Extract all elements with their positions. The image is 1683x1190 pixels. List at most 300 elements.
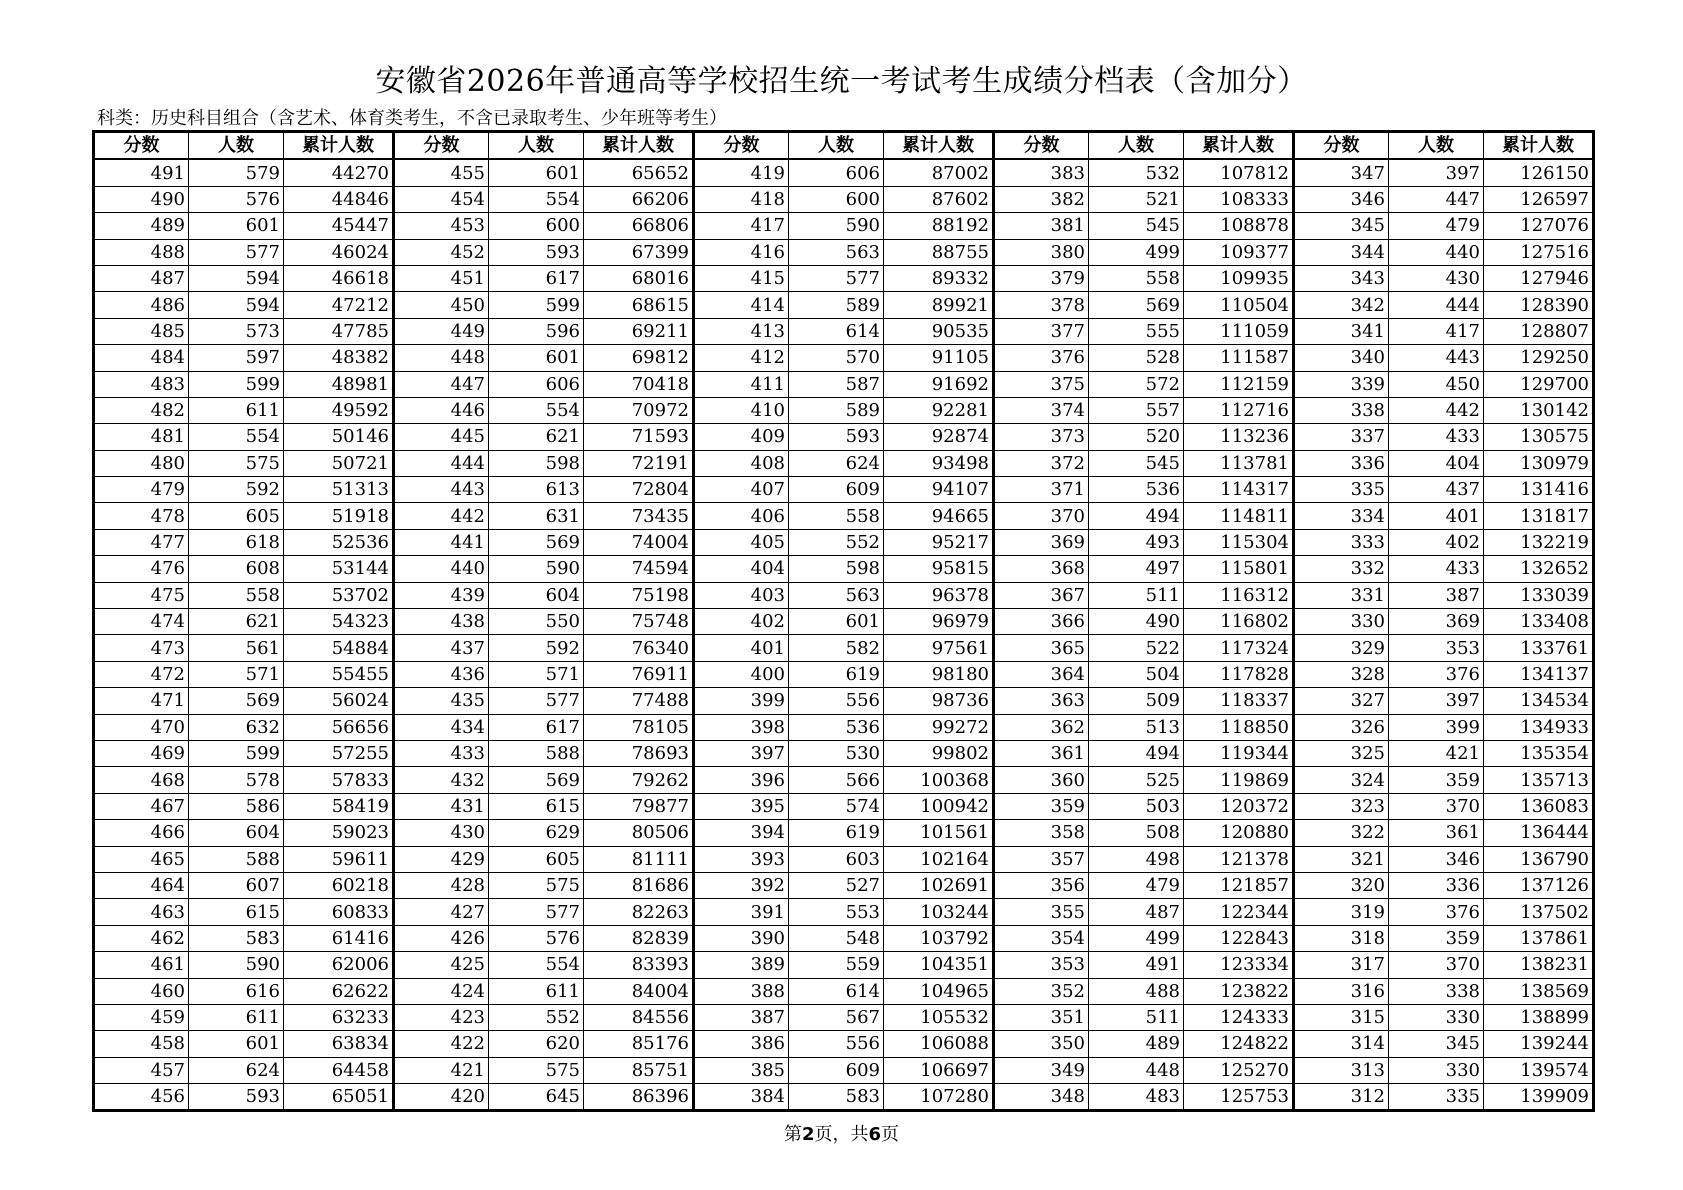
count-cell: 583: [189, 925, 284, 951]
count-cell: 609: [789, 477, 884, 503]
count-cell: 601: [489, 159, 584, 186]
column-header: 累计人数: [884, 132, 994, 160]
cumulative-cell: 111059: [1184, 318, 1294, 344]
score-cell: 417: [694, 213, 789, 239]
score-cell: 380: [994, 239, 1089, 265]
count-cell: 442: [1389, 397, 1484, 423]
score-cell: 457: [94, 1057, 189, 1083]
cumulative-cell: 56656: [284, 714, 394, 740]
score-cell: 466: [94, 820, 189, 846]
score-cell: 421: [394, 1057, 489, 1083]
footer-suffix: 页: [881, 1124, 900, 1145]
score-cell: 474: [94, 609, 189, 635]
score-cell: 386: [694, 1031, 789, 1057]
count-cell: 430: [1389, 265, 1484, 291]
score-cell: 376: [994, 345, 1089, 371]
count-cell: 494: [1089, 503, 1184, 529]
cumulative-cell: 45447: [284, 213, 394, 239]
score-cell: 485: [94, 318, 189, 344]
count-cell: 404: [1389, 450, 1484, 476]
count-cell: 444: [1389, 292, 1484, 318]
count-cell: 599: [189, 371, 284, 397]
cumulative-cell: 105532: [884, 1004, 994, 1030]
count-cell: 582: [789, 635, 884, 661]
count-cell: 494: [1089, 740, 1184, 766]
score-cell: 475: [94, 582, 189, 608]
table-row: [94, 450, 1594, 476]
cumulative-cell: 122843: [1184, 925, 1294, 951]
cumulative-cell: 100368: [884, 767, 994, 793]
cumulative-cell: 74594: [584, 556, 694, 582]
count-cell: 592: [489, 635, 584, 661]
score-cell: 389: [694, 952, 789, 978]
count-cell: 620: [489, 1031, 584, 1057]
score-cell: 450: [394, 292, 489, 318]
cumulative-cell: 96979: [884, 609, 994, 635]
count-cell: 573: [189, 318, 284, 344]
cumulative-cell: 79262: [584, 767, 694, 793]
count-cell: 536: [789, 714, 884, 740]
score-cell: 349: [994, 1057, 1089, 1083]
count-cell: 615: [189, 899, 284, 925]
score-cell: 476: [94, 556, 189, 582]
count-cell: 450: [1389, 371, 1484, 397]
column-header: 人数: [789, 132, 884, 160]
cumulative-cell: 126150: [1484, 159, 1594, 186]
table-row: [94, 714, 1594, 740]
score-cell: 444: [394, 450, 489, 476]
score-cell: 443: [394, 477, 489, 503]
cumulative-cell: 103792: [884, 925, 994, 951]
cumulative-cell: 50721: [284, 450, 394, 476]
table-row: [94, 265, 1594, 291]
score-cell: 477: [94, 529, 189, 555]
cumulative-cell: 48382: [284, 345, 394, 371]
score-cell: 393: [694, 846, 789, 872]
cumulative-cell: 137502: [1484, 899, 1594, 925]
cumulative-cell: 47785: [284, 318, 394, 344]
count-cell: 604: [489, 582, 584, 608]
count-cell: 631: [489, 503, 584, 529]
score-cell: 429: [394, 846, 489, 872]
count-cell: 583: [789, 1084, 884, 1111]
count-cell: 611: [489, 978, 584, 1004]
score-cell: 412: [694, 345, 789, 371]
cumulative-cell: 100942: [884, 793, 994, 819]
cumulative-cell: 125753: [1184, 1084, 1294, 1111]
cumulative-cell: 99272: [884, 714, 994, 740]
cumulative-cell: 119869: [1184, 767, 1294, 793]
cumulative-cell: 56024: [284, 688, 394, 714]
cumulative-cell: 109377: [1184, 239, 1294, 265]
cumulative-cell: 129700: [1484, 371, 1594, 397]
score-cell: 445: [394, 424, 489, 450]
count-cell: 590: [489, 556, 584, 582]
score-cell: 426: [394, 925, 489, 951]
cumulative-cell: 89332: [884, 265, 994, 291]
count-cell: 554: [489, 952, 584, 978]
table-row: [94, 159, 1594, 186]
count-cell: 479: [1089, 872, 1184, 898]
cumulative-cell: 79877: [584, 793, 694, 819]
cumulative-cell: 50146: [284, 424, 394, 450]
count-cell: 621: [489, 424, 584, 450]
score-cell: 435: [394, 688, 489, 714]
score-cell: 317: [1294, 952, 1389, 978]
score-cell: 330: [1294, 609, 1389, 635]
count-cell: 545: [1089, 450, 1184, 476]
count-cell: 493: [1089, 529, 1184, 555]
column-header: 人数: [489, 132, 584, 160]
cumulative-cell: 104351: [884, 952, 994, 978]
score-cell: 353: [994, 952, 1089, 978]
cumulative-cell: 131416: [1484, 477, 1594, 503]
cumulative-cell: 106697: [884, 1057, 994, 1083]
count-cell: 497: [1089, 556, 1184, 582]
table-body: [94, 159, 1594, 1111]
cumulative-cell: 118337: [1184, 688, 1294, 714]
count-cell: 615: [489, 793, 584, 819]
count-cell: 577: [189, 239, 284, 265]
table-row: [94, 529, 1594, 555]
cumulative-cell: 72191: [584, 450, 694, 476]
count-cell: 558: [789, 503, 884, 529]
cumulative-cell: 59023: [284, 820, 394, 846]
count-cell: 397: [1389, 159, 1484, 186]
cumulative-cell: 138899: [1484, 1004, 1594, 1030]
count-cell: 593: [789, 424, 884, 450]
column-header: 分数: [394, 132, 489, 160]
cumulative-cell: 87602: [884, 186, 994, 212]
score-cell: 370: [994, 503, 1089, 529]
score-cell: 452: [394, 239, 489, 265]
score-cell: 458: [94, 1031, 189, 1057]
cumulative-cell: 55455: [284, 661, 394, 687]
cumulative-cell: 63834: [284, 1031, 394, 1057]
score-cell: 366: [994, 609, 1089, 635]
cumulative-cell: 113781: [1184, 450, 1294, 476]
cumulative-cell: 58419: [284, 793, 394, 819]
column-header: 分数: [694, 132, 789, 160]
count-cell: 598: [789, 556, 884, 582]
cumulative-cell: 139909: [1484, 1084, 1594, 1111]
count-cell: 556: [789, 1031, 884, 1057]
score-cell: 414: [694, 292, 789, 318]
score-cell: 348: [994, 1084, 1089, 1111]
score-cell: 490: [94, 186, 189, 212]
count-cell: 563: [789, 582, 884, 608]
count-cell: 399: [1389, 714, 1484, 740]
cumulative-cell: 76340: [584, 635, 694, 661]
score-cell: 427: [394, 899, 489, 925]
count-cell: 504: [1089, 661, 1184, 687]
count-cell: 370: [1389, 793, 1484, 819]
count-cell: 561: [189, 635, 284, 661]
cumulative-cell: 136444: [1484, 820, 1594, 846]
score-cell: 350: [994, 1031, 1089, 1057]
cumulative-cell: 123822: [1184, 978, 1294, 1004]
count-cell: 596: [489, 318, 584, 344]
cumulative-cell: 134137: [1484, 661, 1594, 687]
cumulative-cell: 70972: [584, 397, 694, 423]
cumulative-cell: 54323: [284, 609, 394, 635]
count-cell: 555: [1089, 318, 1184, 344]
score-cell: 462: [94, 925, 189, 951]
cumulative-cell: 120372: [1184, 793, 1294, 819]
score-cell: 397: [694, 740, 789, 766]
count-cell: 553: [789, 899, 884, 925]
table-row: [94, 1057, 1594, 1083]
score-cell: 338: [1294, 397, 1389, 423]
cumulative-cell: 133408: [1484, 609, 1594, 635]
score-cell: 439: [394, 582, 489, 608]
count-cell: 401: [1389, 503, 1484, 529]
cumulative-cell: 104965: [884, 978, 994, 1004]
count-cell: 336: [1389, 872, 1484, 898]
count-cell: 589: [789, 292, 884, 318]
score-cell: 371: [994, 477, 1089, 503]
table-row: [94, 1004, 1594, 1030]
score-cell: 340: [1294, 345, 1389, 371]
cumulative-cell: 77488: [584, 688, 694, 714]
score-cell: 383: [994, 159, 1089, 186]
count-cell: 557: [1089, 397, 1184, 423]
count-cell: 487: [1089, 899, 1184, 925]
score-cell: 418: [694, 186, 789, 212]
cumulative-cell: 73435: [584, 503, 694, 529]
score-cell: 337: [1294, 424, 1389, 450]
cumulative-cell: 65051: [284, 1084, 394, 1111]
cumulative-cell: 81111: [584, 846, 694, 872]
cumulative-cell: 63233: [284, 1004, 394, 1030]
column-header: 累计人数: [284, 132, 394, 160]
cumulative-cell: 106088: [884, 1031, 994, 1057]
cumulative-cell: 46618: [284, 265, 394, 291]
cumulative-cell: 130142: [1484, 397, 1594, 423]
score-cell: 326: [1294, 714, 1389, 740]
count-cell: 338: [1389, 978, 1484, 1004]
score-cell: 384: [694, 1084, 789, 1111]
count-cell: 361: [1389, 820, 1484, 846]
cumulative-cell: 51313: [284, 477, 394, 503]
score-cell: 319: [1294, 899, 1389, 925]
cumulative-cell: 92874: [884, 424, 994, 450]
count-cell: 617: [489, 265, 584, 291]
count-cell: 575: [489, 1057, 584, 1083]
cumulative-cell: 82263: [584, 899, 694, 925]
column-header: 累计人数: [1484, 132, 1594, 160]
count-cell: 576: [489, 925, 584, 951]
cumulative-cell: 65652: [584, 159, 694, 186]
column-header: 累计人数: [584, 132, 694, 160]
table-row: [94, 767, 1594, 793]
table-row: [94, 688, 1594, 714]
count-cell: 359: [1389, 925, 1484, 951]
cumulative-cell: 124333: [1184, 1004, 1294, 1030]
count-cell: 589: [789, 397, 884, 423]
table-row: [94, 239, 1594, 265]
score-cell: 483: [94, 371, 189, 397]
page-title: 安徽省2026年普通高等学校招生统一考试考生成绩分档表（含加分）: [375, 64, 1308, 99]
cumulative-cell: 112159: [1184, 371, 1294, 397]
count-cell: 345: [1389, 1031, 1484, 1057]
cumulative-cell: 75748: [584, 609, 694, 635]
count-cell: 483: [1089, 1084, 1184, 1111]
score-cell: 382: [994, 186, 1089, 212]
score-cell: 362: [994, 714, 1089, 740]
count-cell: 346: [1389, 846, 1484, 872]
column-header: 累计人数: [1184, 132, 1294, 160]
count-cell: 590: [189, 952, 284, 978]
count-cell: 593: [489, 239, 584, 265]
footer-prefix: 第: [783, 1124, 802, 1145]
cumulative-cell: 69211: [584, 318, 694, 344]
count-cell: 570: [789, 345, 884, 371]
score-cell: 449: [394, 318, 489, 344]
count-cell: 579: [189, 159, 284, 186]
cumulative-cell: 128390: [1484, 292, 1594, 318]
count-cell: 619: [789, 661, 884, 687]
score-cell: 322: [1294, 820, 1389, 846]
count-cell: 509: [1089, 688, 1184, 714]
count-cell: 520: [1089, 424, 1184, 450]
count-cell: 479: [1389, 213, 1484, 239]
cumulative-cell: 133039: [1484, 582, 1594, 608]
column-header: 人数: [1389, 132, 1484, 160]
footer-total-pages: 6: [868, 1124, 882, 1145]
count-cell: 548: [789, 925, 884, 951]
count-cell: 521: [1089, 186, 1184, 212]
table-row: [94, 424, 1594, 450]
cumulative-cell: 61416: [284, 925, 394, 951]
table-row: [94, 952, 1594, 978]
table-row: [94, 582, 1594, 608]
footer-mid: 页，共: [814, 1124, 869, 1145]
score-cell: 356: [994, 872, 1089, 898]
table-row: [94, 846, 1594, 872]
cumulative-cell: 44846: [284, 186, 394, 212]
cumulative-cell: 102164: [884, 846, 994, 872]
score-cell: 388: [694, 978, 789, 1004]
footer-page-number: 2: [801, 1124, 815, 1145]
cumulative-cell: 80506: [584, 820, 694, 846]
count-cell: 532: [1089, 159, 1184, 186]
score-cell: 379: [994, 265, 1089, 291]
score-cell: 373: [994, 424, 1089, 450]
count-cell: 536: [1089, 477, 1184, 503]
table-row: [94, 318, 1594, 344]
cumulative-cell: 114811: [1184, 503, 1294, 529]
score-cell: 434: [394, 714, 489, 740]
score-cell: 352: [994, 978, 1089, 1004]
count-cell: 616: [189, 978, 284, 1004]
cumulative-cell: 68016: [584, 265, 694, 291]
count-cell: 575: [189, 450, 284, 476]
cumulative-cell: 70418: [584, 371, 694, 397]
cumulative-cell: 136790: [1484, 846, 1594, 872]
cumulative-cell: 126597: [1484, 186, 1594, 212]
cumulative-cell: 136083: [1484, 793, 1594, 819]
cumulative-cell: 138569: [1484, 978, 1594, 1004]
score-cell: 331: [1294, 582, 1389, 608]
score-cell: 479: [94, 477, 189, 503]
score-cell: 437: [394, 635, 489, 661]
count-cell: 530: [789, 740, 884, 766]
cumulative-cell: 115801: [1184, 556, 1294, 582]
cumulative-cell: 53144: [284, 556, 394, 582]
count-cell: 545: [1089, 213, 1184, 239]
count-cell: 376: [1389, 899, 1484, 925]
cumulative-cell: 123334: [1184, 952, 1294, 978]
score-cell: 378: [994, 292, 1089, 318]
score-cell: 488: [94, 239, 189, 265]
score-cell: 472: [94, 661, 189, 687]
count-cell: 604: [189, 820, 284, 846]
cumulative-cell: 131817: [1484, 503, 1594, 529]
score-cell: 323: [1294, 793, 1389, 819]
count-cell: 599: [489, 292, 584, 318]
cumulative-cell: 127516: [1484, 239, 1594, 265]
cumulative-cell: 46024: [284, 239, 394, 265]
score-cell: 433: [394, 740, 489, 766]
score-cell: 325: [1294, 740, 1389, 766]
count-cell: 559: [789, 952, 884, 978]
count-cell: 511: [1089, 1004, 1184, 1030]
cumulative-cell: 139574: [1484, 1057, 1594, 1083]
score-cell: 368: [994, 556, 1089, 582]
score-cell: 332: [1294, 556, 1389, 582]
count-cell: 525: [1089, 767, 1184, 793]
cumulative-cell: 62006: [284, 952, 394, 978]
score-cell: 460: [94, 978, 189, 1004]
count-cell: 611: [189, 397, 284, 423]
count-cell: 605: [189, 503, 284, 529]
score-cell: 339: [1294, 371, 1389, 397]
score-cell: 455: [394, 159, 489, 186]
cumulative-cell: 89921: [884, 292, 994, 318]
score-cell: 465: [94, 846, 189, 872]
cumulative-cell: 121857: [1184, 872, 1294, 898]
score-distribution-table: [92, 130, 1595, 1112]
count-cell: 618: [189, 529, 284, 555]
cumulative-cell: 129250: [1484, 345, 1594, 371]
count-cell: 528: [1089, 345, 1184, 371]
count-cell: 513: [1089, 714, 1184, 740]
cumulative-cell: 107812: [1184, 159, 1294, 186]
score-cell: 391: [694, 899, 789, 925]
score-cell: 316: [1294, 978, 1389, 1004]
score-cell: 369: [994, 529, 1089, 555]
score-cell: 372: [994, 450, 1089, 476]
score-cell: 320: [1294, 872, 1389, 898]
count-cell: 593: [189, 1084, 284, 1111]
count-cell: 632: [189, 714, 284, 740]
score-cell: 461: [94, 952, 189, 978]
cumulative-cell: 134534: [1484, 688, 1594, 714]
score-cell: 343: [1294, 265, 1389, 291]
cumulative-cell: 47212: [284, 292, 394, 318]
table-row: [94, 186, 1594, 212]
count-cell: 433: [1389, 424, 1484, 450]
count-cell: 330: [1389, 1004, 1484, 1030]
score-cell: 423: [394, 1004, 489, 1030]
column-header: 分数: [994, 132, 1089, 160]
cumulative-cell: 115304: [1184, 529, 1294, 555]
cumulative-cell: 95217: [884, 529, 994, 555]
count-cell: 645: [489, 1084, 584, 1111]
cumulative-cell: 135354: [1484, 740, 1594, 766]
score-cell: 351: [994, 1004, 1089, 1030]
